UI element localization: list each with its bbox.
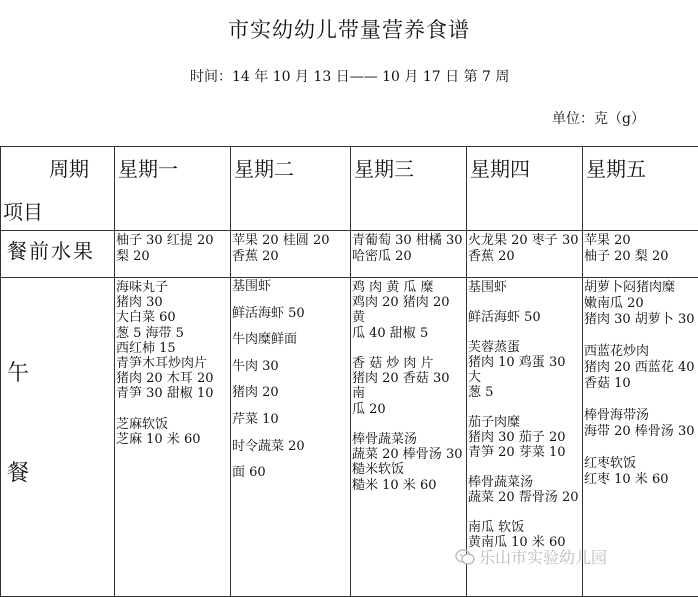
watermark [455,545,607,568]
day-header-thu [467,147,583,231]
header-row [1,147,698,231]
fruit-cell-wed [351,231,467,278]
lunch-row-label-cell [1,278,115,597]
lunch-text: 胡萝卜闷猪肉糜 嫩南瓜 20 猪肉 30 胡萝卜 30 西蓝花炒肉 猪肉 20 西蓝花 40 香菇 10 棒骨海带汤 海带 20 棒骨汤 30 红枣软饭 红枣 10 米 60 [583,278,698,488]
date-range-line: 时间：14 年 10 月 13 日—— 10 月 17 日 第 7 周 [190,66,509,86]
lunch-label-char-2: 餐 [7,456,29,487]
fruit-text: 苹果 20 桂圆 20 香蕉 20 [231,231,350,265]
day-header-wed [351,147,467,231]
fruit-cell-mon [115,231,231,278]
day-header-fri [583,147,698,231]
wechat-icon [455,549,475,565]
day-label: 星期三 [351,147,466,182]
fruit-text: 苹果 20 柚子 20 梨 20 [583,231,698,265]
fruit-row-label-cell [1,231,115,278]
watermark-text: 乐山市实验幼儿园 [479,545,607,568]
lunch-cell-tue [231,278,351,597]
lunch-cell-mon [115,278,231,597]
day-label: 星期五 [583,147,698,182]
fruit-row-label: 餐前水果 [1,231,114,264]
fruit-cell-fri [583,231,698,278]
unit-line: 单位：克（g） [552,108,645,128]
corner-period-label: 周期 [1,147,114,182]
menu-table [0,146,698,597]
day-header-mon [115,147,231,231]
day-header-tue [231,147,351,231]
day-label: 星期一 [115,147,230,182]
fruit-text: 火龙果 20 枣子 30 香蕉 20 [467,231,582,265]
lunch-cell-wed [351,278,467,597]
fruit-cell-tue [231,231,351,278]
fruit-text: 青葡萄 30 柑橘 30 哈密瓜 20 [351,231,466,265]
lunch-text: 鸡 肉 黄 瓜 糜 鸡肉 20 猪肉 20 黄 瓜 40 甜椒 5 香 菇 炒 肉 片 猪肉 20 香菇 30 南 瓜 20 棒骨蔬菜汤 蔬菜 20 棒骨汤 30 糙米软饭 糙米 10 米 60 [351,278,466,493]
day-label: 星期四 [467,147,582,182]
corner-item-label: 项目 [1,182,114,225]
lunch-text: 基围虾 鲜活海虾 50 芙蓉蒸蛋 猪肉 10 鸡蛋 30 大 葱 5 茄子肉糜 猪肉 30 茄子 20 青笋 20 芽菜 10 棒骨蔬菜汤 蔬菜 20 帮骨汤 20 南瓜 软饭 黄南瓜 10 米 60 [467,278,582,550]
lunch-text: 海味丸子 猪肉 30 大白菜 60 葱 5 海带 5 西红柿 15 青笋木耳炒肉片 猪肉 20 木耳 20 青笋 30 甜椒 10 芝麻软饭 芝麻 10 米 60 [115,278,230,447]
corner-cell [1,147,115,231]
fruit-cell-thu [467,231,583,278]
lunch-text: 基围虾 鲜活海虾 50 牛肉糜鲜面 牛肉 30 猪肉 20 芹菜 10 时令蔬菜 20 面 60 [231,278,350,479]
page-title: 市实幼幼儿带量营养食谱 [0,14,698,44]
fruit-row [1,231,698,278]
day-label: 星期二 [231,147,350,182]
fruit-text: 柚子 30 红提 20 梨 20 [115,231,230,265]
lunch-label-char-1: 午 [7,356,29,387]
